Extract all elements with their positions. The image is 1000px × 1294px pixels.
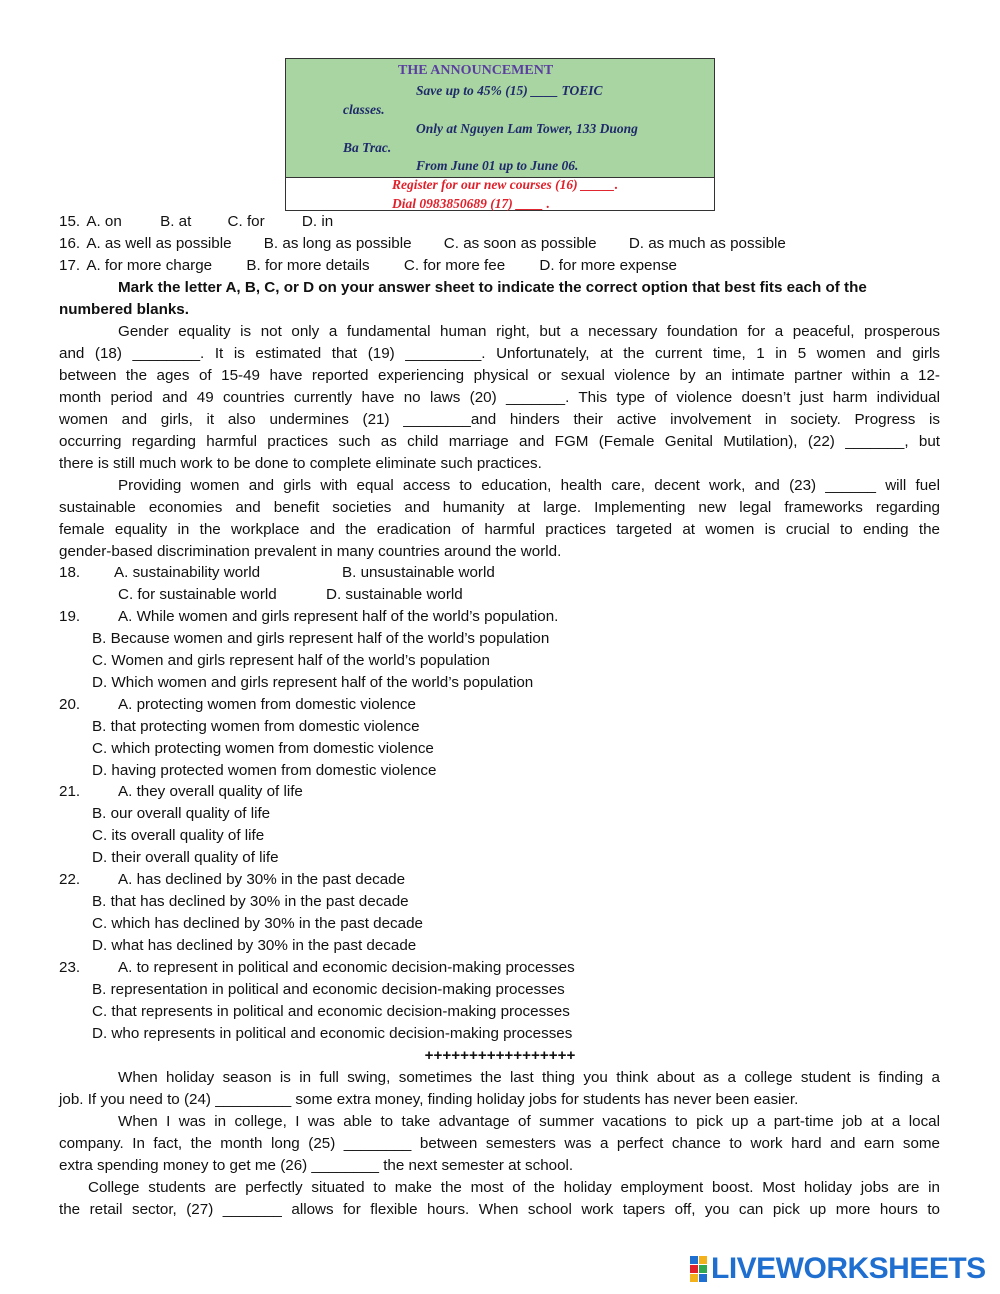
option-c: C. for (227, 213, 265, 230)
section-separator: +++++++++++++++++ (424, 1047, 576, 1064)
option-a: A. as well as possible (86, 235, 232, 252)
question-15 (59, 212, 333, 232)
option-a: A. protecting women from domestic violence (118, 696, 416, 713)
option-a: A. sustainability world (114, 564, 261, 581)
option-b: B. that protecting women from domestic violence (92, 718, 420, 735)
question-17 (59, 256, 677, 276)
option-b: B. as long as possible (263, 235, 412, 252)
option-b: B. for more details (246, 257, 370, 274)
logo-blocks-icon (690, 1256, 707, 1282)
option-b: B. our overall quality of life (92, 805, 271, 822)
passage-2-line: the retail sector, (27) _______ allows for flexible hours. When school work tapers off, you can pick up more hours to (59, 1201, 940, 1218)
question-16 (59, 234, 786, 254)
question-number: 16. (59, 235, 81, 252)
option-d: D. for more expense (539, 257, 677, 274)
option-d: D. as much as possible (628, 235, 786, 252)
passage-1-line: women and girls, it also undermines (21) ________and hinders their active involvement in society. Progress is (59, 411, 940, 428)
option-c: C. for more fee (403, 257, 506, 274)
passage-2-line: When holiday season is in full swing, sometimes the last thing you think about as a college student is finding a (118, 1069, 940, 1086)
passage-1-line: Gender equality is not only a fundamental human right, but a necessary foundation for a peaceful, prosperous (118, 323, 940, 340)
passage-1-line: occurring regarding harmful practices such as child marriage and FGM (Female Genital Mutilation), (22) _______, but (59, 433, 940, 450)
option-a: A. has declined by 30% in the past decade (118, 871, 406, 888)
question-number: 15. (59, 213, 81, 230)
passage-2-line: College students are perfectly situated to make the most of the holiday employment boost. Most holiday jobs are in (88, 1179, 940, 1196)
instruction-line-1: Mark the letter A, B, C, or D on your answer sheet to indicate the correct option that best fits each of the (118, 279, 867, 296)
option-d: D. who represents in political and economic decision-making processes (92, 1025, 573, 1042)
option-c: C. its overall quality of life (92, 827, 265, 844)
option-b: B. Because women and girls represent half of the world’s population (92, 630, 550, 647)
announcement-register-line: Register for our new courses (16) _____. (392, 177, 619, 192)
question-18-number: 18. (59, 564, 81, 581)
announcement-line: classes. (343, 102, 385, 117)
option-a: A. on (86, 213, 122, 230)
option-b: B. that has declined by 30% in the past decade (92, 893, 409, 910)
passage-1-line: there is still much work to be done to complete eliminate such practices. (59, 455, 542, 472)
announcement-title: THE ANNOUNCEMENT (398, 63, 554, 78)
question-23-number: 23. (59, 959, 81, 976)
passage-2-line: When I was in college, I was able to take advantage of summer vacations to pick up a part-time job at a local (118, 1113, 940, 1130)
passage-1-line: month period and 49 countries currently have no laws (20) _______. This type of violence doesn’t just harm individual (59, 389, 940, 406)
passage-2-line: job. If you need to (24) _________ some extra money, finding holiday jobs for students has never been easier. (59, 1091, 799, 1108)
option-d: D. their overall quality of life (92, 849, 279, 866)
passage-1-line: sustainable economies and benefit societies and humanity at large. Implementing new legal frameworks regarding (59, 499, 940, 516)
passage-1-line: and (18) ________. It is estimated that (19) _________. Unfortunately, at the current time, 1 in 5 women and girls (59, 345, 940, 362)
passage-1-line: between the ages of 15-49 have reported experiencing physical or sexual violence by an intimate partner within a 12- (59, 367, 940, 384)
announcement-dial-line: Dial 0983850689 (17) ____ . (392, 196, 550, 211)
passage-1-line: Providing women and girls with equal access to education, health care, decent work, and (23) ______ will fuel (118, 477, 940, 494)
announcement-box (285, 58, 715, 211)
passage-2-line: extra spending money to get me (26) ________ the next semester at school. (59, 1157, 574, 1174)
question-number: 17. (59, 257, 81, 274)
instruction-line-2: numbered blanks. (59, 301, 189, 318)
option-d: D. having protected women from domestic violence (92, 762, 437, 779)
option-c: C. Women and girls represent half of the world’s population (92, 652, 490, 669)
option-a: A. they overall quality of life (118, 783, 303, 800)
option-a: A. for more charge (86, 257, 213, 274)
question-19-number: 19. (59, 608, 81, 625)
logo-text: LIVEWORKSHEETS (711, 1252, 986, 1285)
option-c: C. for sustainable world (118, 586, 277, 603)
passage-1-line: gender-based discrimination prevalent in many countries around the world. (59, 543, 562, 560)
option-a: A. While women and girls represent half of the world’s population. (118, 608, 559, 625)
option-b: B. unsustainable world (342, 564, 495, 581)
option-c: C. that represents in political and economic decision-making processes (92, 1003, 570, 1020)
question-22-number: 22. (59, 871, 81, 888)
option-d: D. sustainable world (326, 586, 463, 603)
option-b: B. representation in political and economic decision-making processes (92, 981, 565, 998)
liveworksheets-logo (690, 1253, 986, 1285)
option-b: B. at (160, 213, 192, 230)
question-20-number: 20. (59, 696, 81, 713)
question-21-number: 21. (59, 783, 81, 800)
announcement-line: Save up to 45% (15) ____ TOEIC (416, 83, 603, 98)
option-d: D. Which women and girls represent half of the world’s population (92, 674, 534, 691)
announcement-line: Only at Nguyen Lam Tower, 133 Duong (416, 121, 638, 136)
passage-1-line: female equality in the workplace and the eradication of harmful practices targeted at women is crucial to ending the (59, 521, 940, 538)
announcement-line: From June 01 up to June 06. (416, 158, 579, 173)
announcement-line: Ba Trac. (343, 140, 392, 155)
option-d: D. in (301, 213, 334, 230)
passage-2-line: company. In fact, the month long (25) ________ between semesters was a perfect chance to work hard and earn some (59, 1135, 940, 1152)
option-d: D. what has declined by 30% in the past decade (92, 937, 417, 954)
option-c: C. which protecting women from domestic violence (92, 740, 434, 757)
option-c: C. which has declined by 30% in the past decade (92, 915, 423, 932)
option-a: A. to represent in political and economic decision-making processes (118, 959, 575, 976)
option-c: C. as soon as possible (443, 235, 597, 252)
